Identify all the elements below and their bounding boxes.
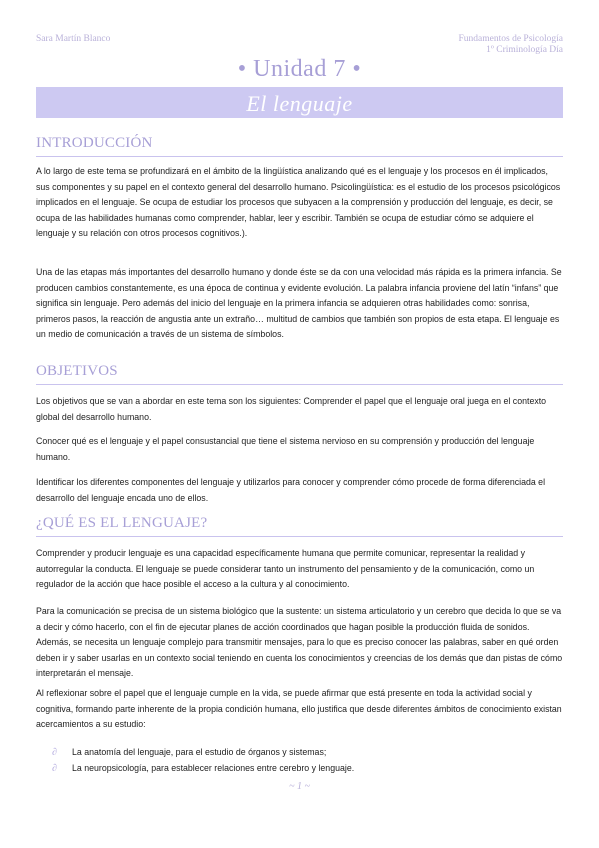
section-objectives-heading bbox=[36, 363, 563, 385]
bullet-list bbox=[52, 745, 562, 776]
paragraph: Al reflexionar sobre el papel que el lenguaje cumple en la vida, se puede afirmar que está presente en toda la actividad social y cognitiva, formando parte inherente de la propia condición humana, ello justifica que desde diferentes ámbitos de conocimiento existan acercamientos a su estudio: bbox=[36, 688, 562, 730]
header-author: Sara Martín Blanco bbox=[36, 34, 111, 44]
paragraph: Para la comunicación se precisa de un sistema biológico que la sustente: un sistema articulatorio y un cerebro que decida lo que se va a decir y cómo hacerlo, con el fin de ejecutar planes de acción coordinados que hagan posible la producción fluida de sonidos. Además, se necesita un lenguaje complejo para transmitir mensajes, para lo que es preciso conocer las palabras, saber en qué orden deben ir y saber usarlas en un contexto social teniendo en cuenta los conocimientos y creencias de los demás que dan pistas de cómo interpretarán el mensaje. bbox=[36, 606, 563, 679]
paragraph: Una de las etapas más importantes del desarrollo humano y donde éste se da con una velocidad más rápida es la primera infancia. Se producen cambios constantemente, es una época de continua y evidente evolución. La palabra infancia proviene del latín “infans” que significa sin lenguaje. Pero además del inicio del lenguaje en la primera infancia se adquieren otras habilidades como: sonrisa, primeros pasos, la reacción de angustia ante un extraño… multitud de cambios que también son propios de esta etapa. El lenguaje es un medio de comunicación a través de un sistema de símbolos. bbox=[36, 267, 562, 340]
paragraph: Conocer qué es el lenguaje y el papel consustancial que tiene el sistema nervioso en su comprensión y producción del lenguaje humano. bbox=[36, 436, 535, 462]
section-title: OBJETIVOS bbox=[36, 363, 563, 385]
list-item-text: La neuropsicología, para establecer relaciones entre cerebro y lenguaje. bbox=[72, 762, 355, 773]
paragraph: Comprender y producir lenguaje es una capacidad específicamente humana que permite comunicar, representar la realidad y autorregular la conducta. El lenguaje se puede considerar tanto un instrumento del pensamiento y de la comunicación, como un regulador de la acción que hace posible el acceso a la cultura y al conocimiento. bbox=[36, 548, 535, 590]
section-intro-heading bbox=[36, 135, 563, 157]
unit-subtitle: El lenguaje bbox=[246, 91, 353, 116]
unit-banner bbox=[36, 87, 563, 118]
paragraph: A lo largo de este tema se profundizará en el ámbito de la lingüística analizando qué es el lenguaje y los procesos en él implicados, sus componentes y su papel en el contexto general del desarrollo humano. Psicolingüística: es el estudio de los procesos psicológicos implicados en el lenguaje. Se ocupa de estudiar los procesos que subyacen a la comprensión y producción del lenguaje, es decir, se ocupa de las habilidades humanas como comprender, hablar, leer y escribir. También se ocupa de estudiar cómo se adquiere el lenguaje y su relación con otros procesos cognitivos.). bbox=[36, 166, 561, 239]
header-course-info bbox=[459, 34, 564, 56]
page-number: ~ 1 ~ bbox=[289, 781, 310, 792]
list-item bbox=[52, 745, 562, 761]
paragraph: Identificar los diferentes componentes del lenguaje y utilizarlos para conocer y comprender cómo procede de forma diferenciada el desarrollo del lenguaje encada uno de ellos. bbox=[36, 477, 546, 503]
list-item-text: La anatomía del lenguaje, para el estudio de órganos y sistemas; bbox=[72, 747, 327, 757]
paragraph: Los objetivos que se van a abordar en este tema son los siguientes: Comprender el papel que el lenguaje oral juega en el contexto global del desarrollo humano. bbox=[36, 396, 547, 422]
list-item bbox=[52, 761, 562, 777]
bullet-icon: ∂ bbox=[52, 747, 57, 758]
header-course: Fundamentos de Psicología bbox=[458, 34, 563, 44]
section-title: ¿QUÉ ES EL LENGUAJE? bbox=[36, 515, 563, 537]
section-title: INTRODUCCIÓN bbox=[36, 135, 563, 157]
section-what-heading bbox=[36, 515, 563, 537]
unit-title: • Unidad 7 • bbox=[237, 56, 362, 82]
bullet-icon: ∂ bbox=[52, 762, 57, 774]
header-group: 1º Criminología Día bbox=[486, 45, 563, 55]
